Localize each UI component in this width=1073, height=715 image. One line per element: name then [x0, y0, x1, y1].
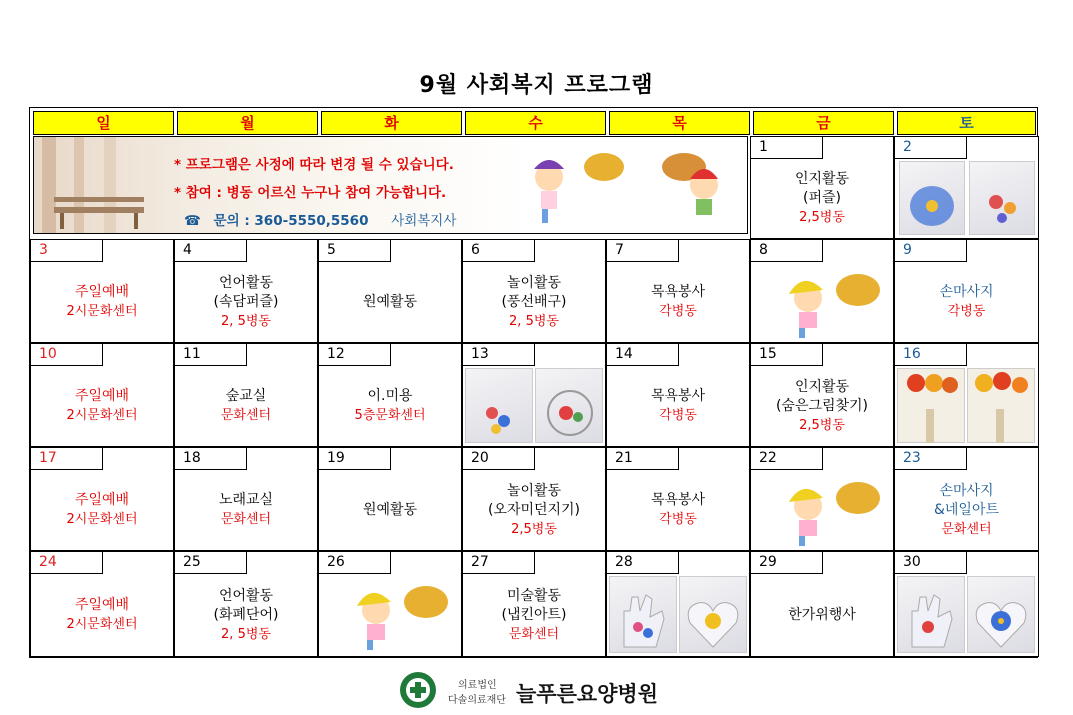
day-number: 26: [319, 552, 391, 574]
day-cell-2[interactable]: [894, 136, 1039, 239]
day-number: 9: [895, 240, 967, 262]
activity-title: 언어활동: [218, 587, 274, 604]
day-number: 13: [463, 344, 535, 366]
activity-detail: (숨은그림찾기): [775, 397, 869, 414]
weekday-wed: 수: [465, 111, 606, 135]
day-number: 12: [319, 344, 391, 366]
day-number: 7: [607, 240, 679, 262]
activity-title: 주일예배: [74, 388, 130, 404]
activity-detail: &네일아트: [933, 501, 999, 518]
notice-line-2: * 참여 : 병동 어르신 누구나 참여 가능합니다.: [174, 185, 447, 201]
day-cell-23[interactable]: [894, 447, 1039, 551]
park-bench-illustration: [34, 137, 164, 234]
day-cell-24[interactable]: [30, 551, 174, 657]
activity-title: 손마사지: [939, 284, 994, 300]
keychain-photo: [535, 368, 603, 443]
activity-detail: (오자미던지기): [487, 501, 581, 518]
activity-location: 2, 5병동: [221, 313, 271, 329]
footer-hospital: [400, 672, 720, 708]
activity-location: 2시문화센터: [66, 512, 138, 527]
day-number: 23: [895, 448, 967, 470]
activity-location: 2시문화센터: [66, 408, 138, 423]
activity-location: 각병동: [947, 304, 986, 319]
day-number: 19: [319, 448, 391, 470]
day-number: 29: [751, 552, 823, 574]
day-number: 25: [175, 552, 247, 574]
calendar: [29, 107, 1038, 658]
day-number: 18: [175, 448, 247, 470]
activity-location: 문화센터: [508, 626, 560, 642]
activity-location: 문화센터: [941, 521, 992, 537]
weekday-fri: 금: [753, 111, 894, 135]
activity-title: 놀이활동: [506, 482, 562, 499]
activity-title: 이.미용: [367, 388, 413, 404]
weekday-sun: 일: [33, 111, 174, 135]
activity-detail: (화폐단어): [213, 606, 279, 623]
hospital-logo-icon: [400, 672, 436, 708]
day-number: 14: [607, 344, 679, 366]
day-cell-16[interactable]: [894, 343, 1039, 447]
heart-keychain-photo: [967, 576, 1035, 653]
activity-location: 2, 5병동: [509, 313, 559, 329]
day-cell-27[interactable]: [462, 551, 606, 657]
activity-location: 문화센터: [220, 512, 272, 527]
day-number: 10: [31, 344, 103, 366]
day-cell-15[interactable]: [750, 343, 894, 447]
kid-with-leaf-illustration: [753, 262, 893, 342]
keychain-photo: [899, 161, 965, 235]
activity-title: 숲교실: [225, 388, 267, 404]
activity-title: 원예활동: [362, 501, 418, 518]
day-number: 3: [31, 240, 103, 262]
activity-detail: (퍼즐): [803, 190, 841, 206]
day-number: 5: [319, 240, 391, 262]
day-number: 6: [463, 240, 535, 262]
day-cell-4[interactable]: [174, 239, 318, 343]
day-cell-17[interactable]: [30, 447, 174, 551]
notice-line-1: * 프로그램은 사정에 따라 변경 될 수 있습니다.: [174, 157, 454, 173]
flower-fan-photo: [967, 368, 1035, 443]
day-cell-19[interactable]: [318, 447, 462, 551]
day-number: 27: [463, 552, 535, 574]
day-cell-1[interactable]: [750, 136, 894, 239]
day-cell-5[interactable]: [318, 239, 462, 343]
day-cell-14[interactable]: [606, 343, 750, 447]
activity-title: 목욕봉사: [650, 388, 706, 404]
activity-detail: (풍선배구): [501, 293, 567, 310]
day-cell-11[interactable]: [174, 343, 318, 447]
activity-title: 놀이활동: [506, 274, 562, 291]
activity-location: 각병동: [659, 304, 697, 319]
phone-icon: ☎: [184, 213, 201, 229]
day-cell-20[interactable]: [462, 447, 606, 551]
day-cell-18[interactable]: [174, 447, 318, 551]
day-cell-26[interactable]: [318, 551, 462, 657]
day-number: 15: [751, 344, 823, 366]
day-cell-10[interactable]: [30, 343, 174, 447]
activity-location: 2시문화센터: [66, 304, 138, 319]
day-cell-28[interactable]: [606, 551, 750, 657]
activity-title: 미술활동: [506, 587, 562, 604]
kid-with-leaf-illustration: [753, 470, 893, 550]
weekday-sat: 토: [897, 111, 1036, 135]
activity-location: 문화센터: [220, 408, 272, 423]
heart-keychain-photo: [679, 576, 747, 653]
activity-location: 2, 5병동: [221, 626, 271, 642]
day-cell-13[interactable]: [462, 343, 606, 447]
footer-corp: 의료법인: [458, 680, 497, 691]
activity-location: 2시문화센터: [66, 617, 138, 632]
day-cell-8[interactable]: [750, 239, 894, 343]
hand-keychain-photo: [609, 576, 677, 653]
activity-title: 인지활동: [794, 378, 850, 395]
flower-fan-photo: [897, 368, 965, 443]
activity-detail: (속담퍼즐): [213, 293, 279, 310]
footer-foundation: 다솔의료재단: [448, 695, 506, 706]
activity-location: 2,5병동: [799, 210, 845, 225]
day-number: 30: [895, 552, 967, 574]
activity-title: 손마사지: [939, 482, 994, 499]
hospital-name: 늘푸른요양병원: [516, 682, 659, 706]
activity-title: 인지활동: [794, 171, 850, 187]
weekday-thu: 목: [609, 111, 750, 135]
page-title: 9월 사회복지 프로그램: [419, 73, 654, 98]
day-cell-6[interactable]: [462, 239, 606, 343]
day-number: 16: [895, 344, 967, 366]
day-number: 17: [31, 448, 103, 470]
activity-title: 주일예배: [74, 597, 130, 613]
kid-with-leaf-illustration: [321, 574, 461, 656]
day-number: 1: [751, 137, 823, 159]
day-cell-22[interactable]: [750, 447, 894, 551]
day-cell-3[interactable]: [30, 239, 174, 343]
day-cell-7[interactable]: [606, 239, 750, 343]
day-cell-21[interactable]: [606, 447, 750, 551]
notice-banner: [33, 136, 748, 234]
activity-location: 2,5병동: [799, 417, 845, 433]
activity-title: 언어활동: [218, 274, 274, 291]
keychain-photo: [465, 368, 533, 443]
activity-location: 2,5병동: [511, 521, 557, 537]
hand-keychain-photo: [897, 576, 965, 653]
contact-dept: 사회복지사: [391, 213, 457, 229]
activity-title: 노래교실: [218, 492, 274, 508]
day-number: 24: [31, 552, 103, 574]
activity-location: 각병동: [659, 408, 697, 423]
activity-title: 주일예배: [74, 492, 130, 508]
activity-location: 5층문화센터: [354, 408, 426, 423]
activity-detail: (냅킨아트): [501, 606, 567, 623]
day-number: 8: [751, 240, 823, 262]
day-number: 11: [175, 344, 247, 366]
activity-title: 한가위행사: [788, 606, 856, 623]
activity-title: 주일예배: [74, 284, 130, 300]
weekday-tue: 화: [321, 111, 462, 135]
keychain-photo: [969, 161, 1035, 235]
activity-title: 목욕봉사: [650, 284, 706, 300]
day-number: 4: [175, 240, 247, 262]
weekday-mon: 월: [177, 111, 318, 135]
activity-title: 목욕봉사: [650, 492, 706, 508]
day-cell-25[interactable]: [174, 551, 318, 657]
day-cell-30[interactable]: [894, 551, 1039, 657]
day-cell-12[interactable]: [318, 343, 462, 447]
day-number: 20: [463, 448, 535, 470]
day-number: 28: [607, 552, 679, 574]
day-cell-9[interactable]: [894, 239, 1039, 343]
day-number: 2: [895, 137, 967, 159]
kids-with-leaves-illustration: [504, 137, 744, 234]
activity-title: 원예활동: [362, 293, 418, 310]
activity-location: 각병동: [659, 512, 697, 527]
day-number: 21: [607, 448, 679, 470]
contact-phone: 문의 : 360-5550,5560: [213, 213, 369, 229]
day-number: 22: [751, 448, 823, 470]
day-cell-29[interactable]: [750, 551, 894, 657]
